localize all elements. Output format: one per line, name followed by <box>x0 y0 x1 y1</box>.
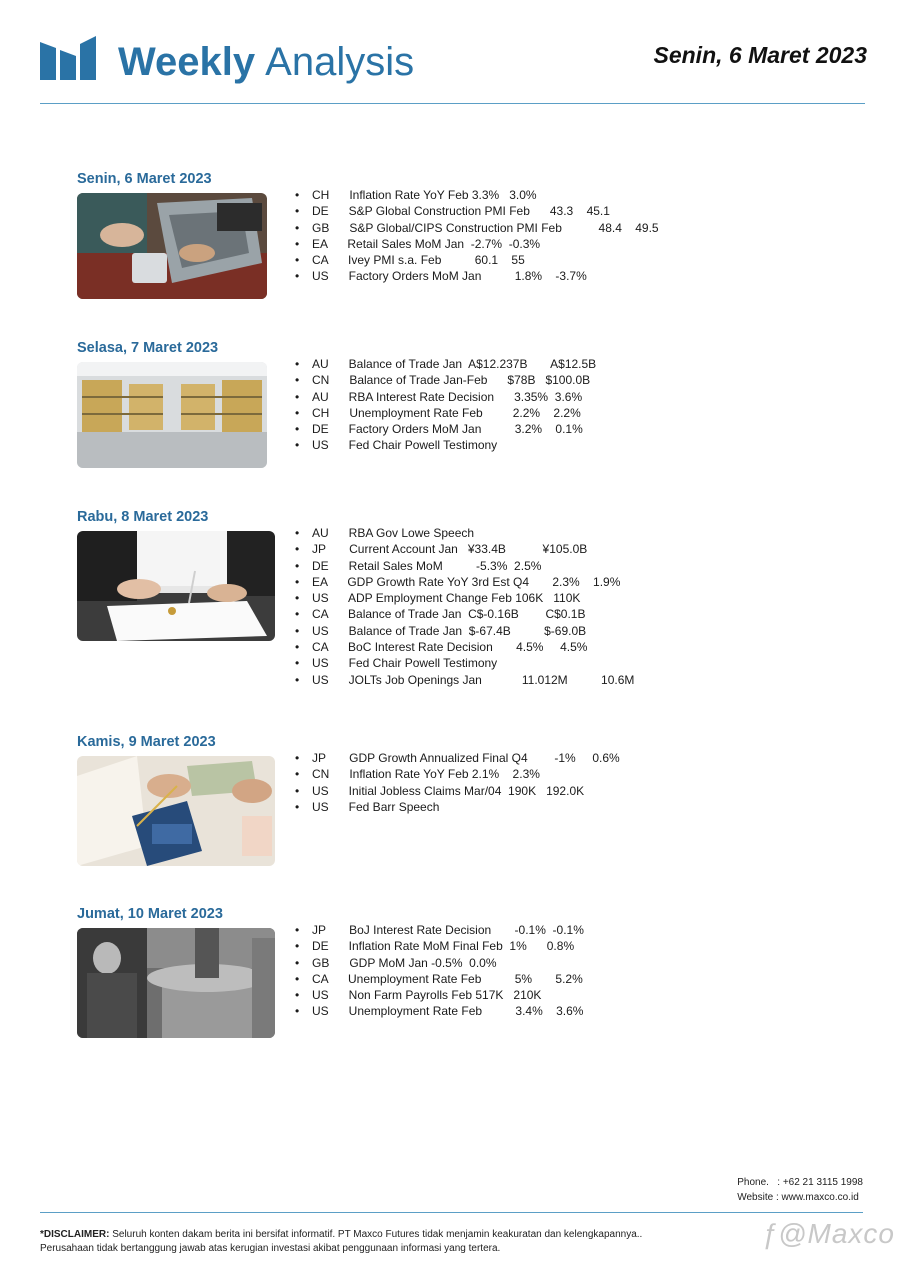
event-item: • JP GDP Growth Annualized Final Q4 -1% 0.6% <box>295 750 620 766</box>
event-item: • CN Inflation Rate YoY Feb 2.1% 2.3% <box>295 766 620 782</box>
event-item: • CA Ivey PMI s.a. Feb 60.1 55 <box>295 252 659 268</box>
signing-document-photo-icon <box>77 531 275 641</box>
event-item: • CN Balance of Trade Jan-Feb $78B $100.0B <box>295 372 596 388</box>
event-item: • DE Inflation Rate MoM Final Feb 1% 0.8% <box>295 938 584 954</box>
hands-assembling-computer-photo-icon <box>77 193 267 299</box>
event-item: • AU RBA Gov Lowe Speech <box>295 525 634 541</box>
event-item: • AU RBA Interest Rate Decision 3.35% 3.6% <box>295 389 596 405</box>
event-item: • US Initial Jobless Claims Mar/04 190K 192.0K <box>295 783 620 799</box>
event-item: • US Fed Barr Speech <box>295 799 620 815</box>
event-item: • JP Current Account Jan ¥33.4B ¥105.0B <box>295 541 634 557</box>
section-title: Senin, 6 Maret 2023 <box>77 171 212 187</box>
event-item: • CA Unemployment Rate Feb 5% 5.2% <box>295 971 584 987</box>
event-item: • AU Balance of Trade Jan A$12.237B A$12.5B <box>295 356 596 372</box>
phone-text: Phone. : +62 21 3115 1998 <box>737 1177 863 1188</box>
disclaimer-label: *DISCLAIMER: <box>40 1229 110 1240</box>
event-item: • US JOLTs Job Openings Jan 11.012M 10.6M <box>295 672 634 688</box>
event-item: • CH Inflation Rate YoY Feb 3.3% 3.0% <box>295 187 659 203</box>
event-item: • EA Retail Sales MoM Jan -2.7% -0.3% <box>295 236 659 252</box>
day-section-tuesday <box>77 339 867 474</box>
disclaimer <box>40 1228 740 1256</box>
event-item: • US Factory Orders MoM Jan 1.8% -3.7% <box>295 268 659 284</box>
event-item: • CA Balance of Trade Jan C$-0.16B C$0.1B <box>295 606 634 622</box>
warehouse-shelves-photo-icon <box>77 362 267 468</box>
event-item: • GB S&P Global/CIPS Construction PMI Feb 48.4 49.5 <box>295 220 659 236</box>
event-item: • CA BoC Interest Rate Decision 4.5% 4.5% <box>295 639 634 655</box>
event-item: • CH Unemployment Rate Feb 2.2% 2.2% <box>295 405 596 421</box>
event-item: • DE S&P Global Construction PMI Feb 43.3 45.1 <box>295 203 659 219</box>
watermark-logo-icon: ƒ <box>761 1218 779 1249</box>
event-item: • US Balance of Trade Jan $-67.4B $-69.0B <box>295 623 634 639</box>
event-item: • DE Retail Sales MoM -5.3% 2.5% <box>295 558 634 574</box>
event-item: • US Fed Chair Powell Testimony <box>295 437 596 453</box>
header-date: Senin, 6 Maret 2023 <box>653 42 867 68</box>
brand-title-bold: Weekly <box>118 40 256 84</box>
event-list <box>295 750 620 815</box>
event-item: • JP BoJ Interest Rate Decision -0.1% -0.1% <box>295 922 584 938</box>
event-list <box>295 187 659 285</box>
day-section-monday <box>77 170 867 305</box>
website-text: Website : www.maxco.co.id <box>737 1192 859 1203</box>
section-title: Kamis, 9 Maret 2023 <box>77 734 216 750</box>
day-section-friday <box>77 905 867 1045</box>
factory-worker-photo-icon <box>77 928 275 1038</box>
day-section-wednesday <box>77 508 867 688</box>
event-item: • US Non Farm Payrolls Feb 517K 210K <box>295 987 584 1003</box>
event-item: • US Fed Chair Powell Testimony <box>295 655 634 671</box>
disclaimer-line1: Seluruh konten dakam berita ini bersifat informatif. PT Maxco Futures tidak menjamin keakuratan dan kelengkapannya.. <box>109 1229 643 1240</box>
footer-divider <box>40 1212 863 1213</box>
event-item: • GB GDP MoM Jan -0.5% 0.0% <box>295 955 584 971</box>
header-divider <box>40 103 865 104</box>
event-list <box>295 922 584 1020</box>
day-section-thursday <box>77 733 867 868</box>
section-title: Rabu, 8 Maret 2023 <box>77 509 209 525</box>
event-list <box>295 356 596 454</box>
disclaimer-line2: Perusahaan tidak bertanggung jawab atas kerugian investasi akibat penggunaan informasi yang tertera. <box>40 1243 501 1254</box>
event-list <box>295 525 634 688</box>
section-title: Jumat, 10 Maret 2023 <box>77 906 223 922</box>
brand-title-light: Analysis <box>265 40 415 84</box>
calculator-money-photo-icon <box>77 756 275 866</box>
event-item: • US ADP Employment Change Feb 106K 110K <box>295 590 634 606</box>
event-item: • EA GDP Growth Rate YoY 3rd Est Q4 2.3% 1.9% <box>295 574 634 590</box>
bar-chart-logo-icon <box>40 34 100 80</box>
brand-title <box>118 38 414 86</box>
watermark-text: ƒ@Maxco <box>761 1218 895 1249</box>
contact-info <box>737 1175 863 1205</box>
event-item: • DE Factory Orders MoM Jan 3.2% 0.1% <box>295 421 596 437</box>
section-title: Selasa, 7 Maret 2023 <box>77 340 219 356</box>
event-item: • US Unemployment Rate Feb 3.4% 3.6% <box>295 1003 584 1019</box>
